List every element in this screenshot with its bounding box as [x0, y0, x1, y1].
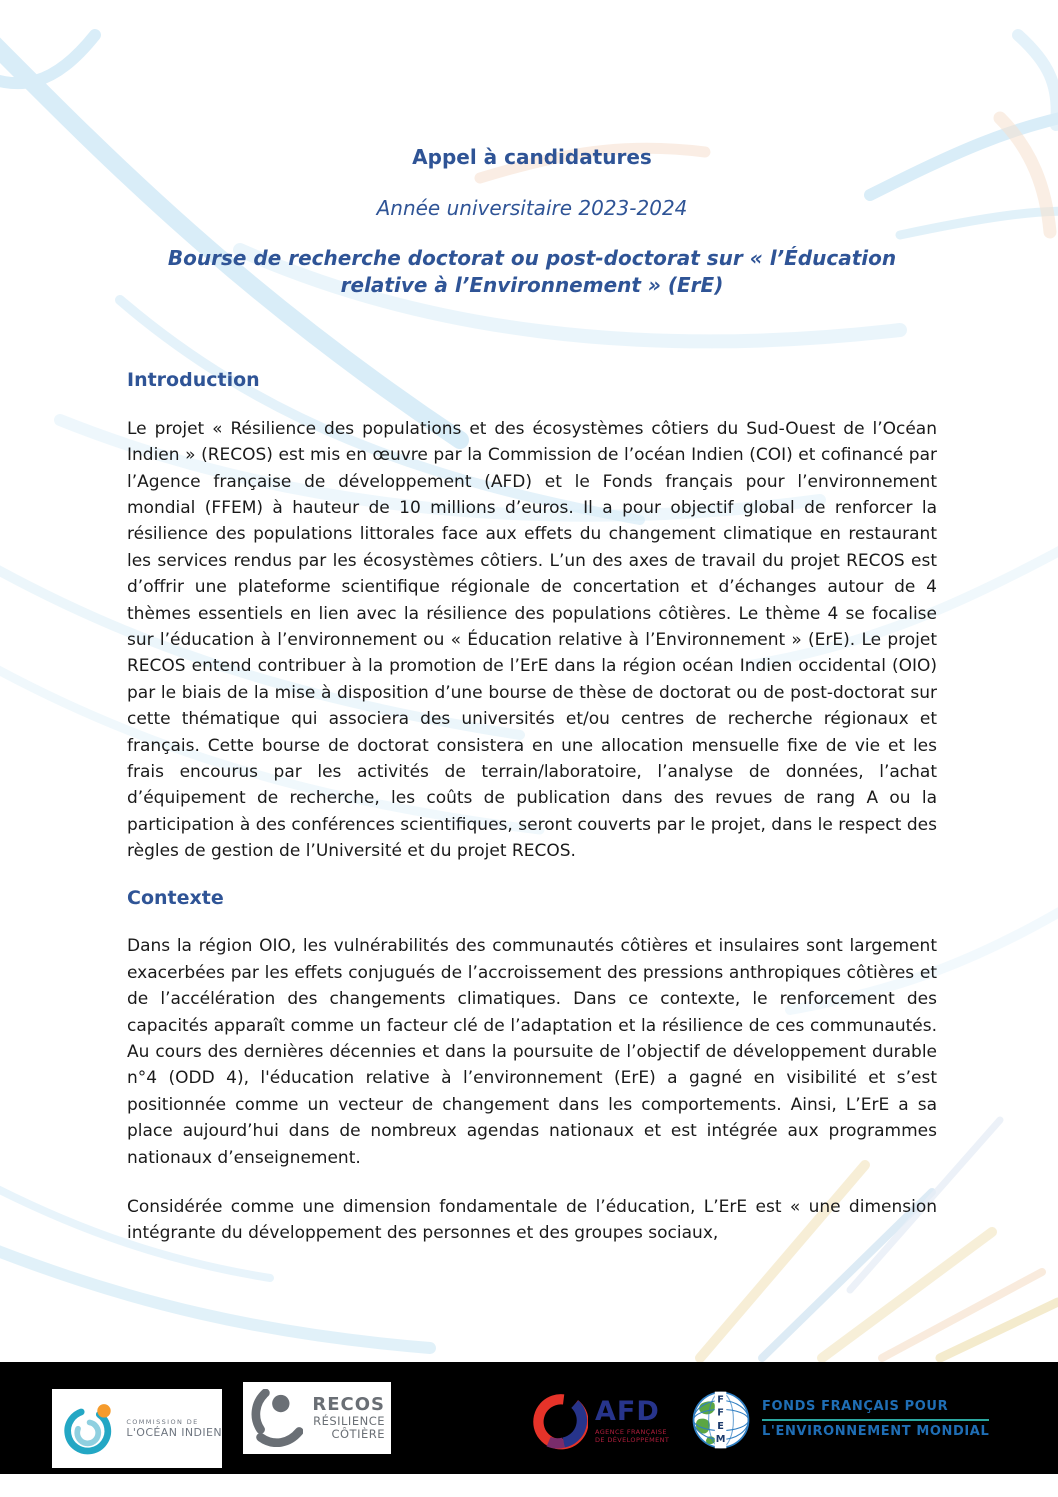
recos-logo-line2: RÉSILIENCE	[313, 1414, 385, 1429]
ffem-logo-line2: L'ENVIRONNEMENT MONDIAL	[762, 1424, 990, 1439]
recos-logo-line3: CÔTIÈRE	[331, 1426, 385, 1441]
coi-swirl-icon	[61, 1400, 118, 1458]
afd-acronym: AFD	[595, 1395, 660, 1427]
afd-ring-icon	[528, 1391, 588, 1451]
recos-logo	[243, 1382, 391, 1454]
section-heading-contexte: Contexte	[127, 886, 224, 909]
afd-subtext-line1: AGENCE FRANÇAISE	[595, 1427, 667, 1436]
svg-text:F: F	[717, 1394, 724, 1406]
afd-logo	[528, 1391, 669, 1451]
scholarship-heading: Bourse de recherche doctorat ou post-doctorat sur « l’Éducation relative à l’Environnement » (ErE)	[167, 246, 897, 297]
svg-text:M: M	[715, 1434, 726, 1446]
afd-subtext-line2: DE DÉVELOPPEMENT	[595, 1436, 670, 1444]
coi-logo-text	[126, 1418, 222, 1440]
recos-logo-line1: RECOS	[312, 1394, 385, 1416]
ffem-globe-icon	[690, 1389, 752, 1451]
ffem-logo-text	[762, 1400, 989, 1440]
coi-logo-line2: L'OCÉAN INDIEN	[126, 1425, 222, 1439]
contexte-paragraph-1: Dans la région OIO, les vulnérabilités des communautés côtières et insulaires sont largement exacerbées par les effets conjugués de l’accroissement des pressions anthropiques côtières et de l’accélération des changements climatiques. Dans ce contexte, le renforcement des capacités apparaît comme un facteur clé de l’adaptation et la résilience de ces communautés. Au cours des dernières décennies et dans la poursuite de l’objectif de développement durable n°4 (ODD 4), l'éducation relative à l’environnement (ErE) a gagné en visibilité et s’est positionnée comme un vecteur de changement dans les comportements. Ainsi, L’ErE a sa place aujourd’hui dans de nombreux agendas nationaux et est intégrée aux programmes nationaux d’enseignement.	[127, 936, 937, 1168]
section-heading-introduction: Introduction	[127, 369, 260, 391]
coi-logo-line1: COMMISSION DE	[126, 1417, 199, 1426]
page-title: Appel à candidatures	[412, 145, 652, 169]
ffem-logo	[690, 1389, 989, 1451]
recos-wave-icon	[249, 1389, 303, 1447]
introduction-paragraph: Le projet « Résilience des populations et des écosystèmes côtiers du Sud-Ouest de l’Océan Indien » (RECOS) est mis en œuvre par la Commission de l’océan Indien (COI) et cofinancé par l’Agence française de développement (AFD) et le Fonds français pour l’environnement mondial (FFEM) à hauteur de 10 millions d’euros. Il a pour objectif global de renforcer la résilience des populations littorales face aux effets du changement climatique en restaurant les services rendus par les écosystèmes côtiers. L’un des axes de travail du projet RECOS est d’offrir une plateforme scientifique régionale de concertation et d’échanges autour de 4 thèmes essentiels en lien avec la résilience des populations côtières. Le thème 4 se focalise sur l’éducation à l’environnement ou « Éducation relative à l’Environnement » (ErE). Le projet RECOS entend contribuer à la promotion de l’ErE dans la région océan Indien occidental (OIO) par le biais de la mise à disposition d’une bourse de thèse de doctorat ou de post-doctorat sur cette thématique qui associera des universités et/ou centres de recherche régionaux et français. Cette bourse de doctorat consistera en une allocation mensuelle fixe de vie et les frais encourus par les activités de terrain/laboratoire, l’analyse de données, l’achat d’équipement de recherche, les coûts de publication dans des revues de rang A ou la participation à des conférences scientifiques, seront couverts par le projet, dans le respect des règles de gestion de l’Université et du projet RECOS.	[127, 418, 937, 862]
academic-year-subtitle: Année universitaire 2023-2024	[376, 196, 688, 220]
afd-subtext	[595, 1428, 669, 1445]
svg-text:E: E	[717, 1420, 724, 1432]
svg-text:F: F	[717, 1407, 724, 1419]
afd-logo-text	[595, 1395, 670, 1445]
coi-logo	[52, 1389, 222, 1468]
recos-logo-text	[308, 1395, 385, 1440]
contexte-paragraph-2: Considérée comme une dimension fondamentale de l’éducation, L’ErE est « une dimension intégrante du développement des personnes et des groupes sociaux,	[127, 1197, 937, 1244]
footer-logo-band	[0, 1362, 1058, 1474]
ffem-logo-line1: FONDS FRANÇAIS POUR	[762, 1400, 989, 1421]
